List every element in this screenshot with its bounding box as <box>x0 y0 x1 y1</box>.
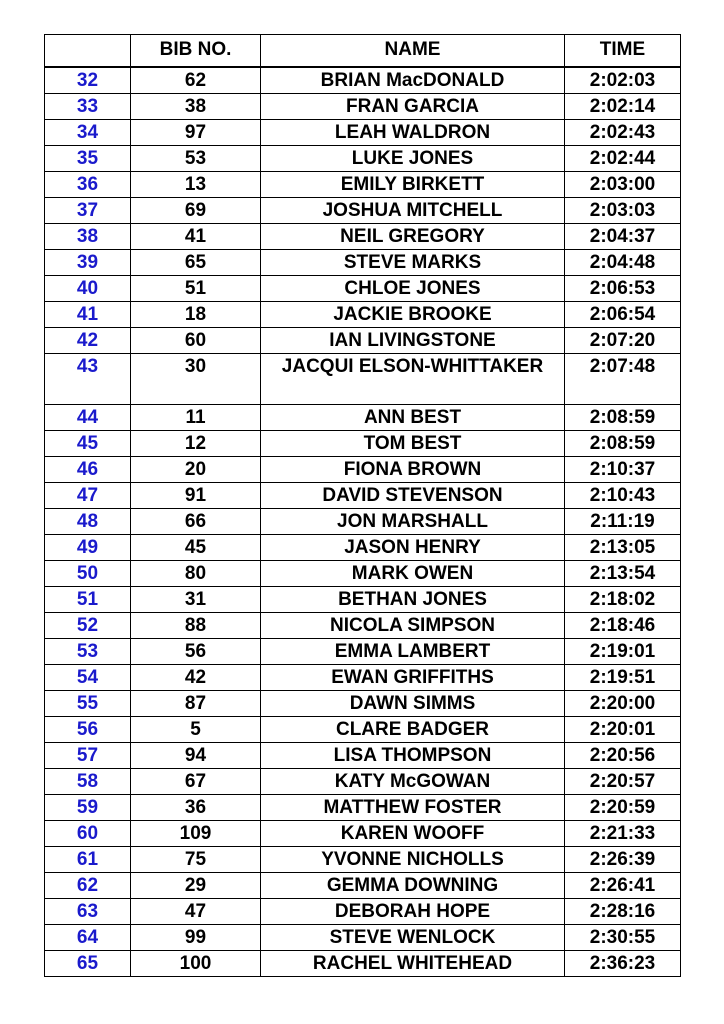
bib-cell: 42 <box>131 665 261 691</box>
table-row <box>45 224 681 250</box>
name-cell: JASON HENRY <box>261 535 565 561</box>
time-cell: 2:20:59 <box>565 795 681 821</box>
time-cell: 2:03:03 <box>565 198 681 224</box>
table-row <box>45 795 681 821</box>
name-cell: LEAH WALDRON <box>261 120 565 146</box>
position-cell: 50 <box>45 561 131 587</box>
time-cell: 2:08:59 <box>565 431 681 457</box>
position-cell: 40 <box>45 276 131 302</box>
bib-cell: 94 <box>131 743 261 769</box>
time-cell: 2:04:37 <box>565 224 681 250</box>
table-row <box>45 821 681 847</box>
table-row <box>45 457 681 483</box>
name-cell: JACKIE BROOKE <box>261 302 565 328</box>
name-cell: DAWN SIMMS <box>261 691 565 717</box>
time-cell: 2:06:54 <box>565 302 681 328</box>
table-row <box>45 431 681 457</box>
bib-cell: 88 <box>131 613 261 639</box>
name-cell: DEBORAH HOPE <box>261 899 565 925</box>
table-row <box>45 951 681 977</box>
table-row <box>45 405 681 431</box>
name-cell: BETHAN JONES <box>261 587 565 613</box>
table-body <box>45 67 681 977</box>
time-cell: 2:20:01 <box>565 717 681 743</box>
table-row <box>45 587 681 613</box>
name-cell: LISA THOMPSON <box>261 743 565 769</box>
name-cell: KAREN WOOFF <box>261 821 565 847</box>
time-cell: 2:03:00 <box>565 172 681 198</box>
name-cell: CHLOE JONES <box>261 276 565 302</box>
position-cell: 45 <box>45 431 131 457</box>
table-row <box>45 120 681 146</box>
time-cell: 2:18:46 <box>565 613 681 639</box>
name-cell: NICOLA SIMPSON <box>261 613 565 639</box>
time-cell: 2:20:00 <box>565 691 681 717</box>
bib-cell: 60 <box>131 328 261 354</box>
time-cell: 2:13:05 <box>565 535 681 561</box>
time-cell: 2:26:39 <box>565 847 681 873</box>
position-cell: 39 <box>45 250 131 276</box>
time-cell: 2:04:48 <box>565 250 681 276</box>
name-cell: IAN LIVINGSTONE <box>261 328 565 354</box>
time-cell: 2:08:59 <box>565 405 681 431</box>
bib-cell: 56 <box>131 639 261 665</box>
bib-cell: 53 <box>131 146 261 172</box>
bib-cell: 31 <box>131 587 261 613</box>
position-cell: 51 <box>45 587 131 613</box>
position-cell: 42 <box>45 328 131 354</box>
name-cell: STEVE MARKS <box>261 250 565 276</box>
position-cell: 49 <box>45 535 131 561</box>
name-cell: JOSHUA MITCHELL <box>261 198 565 224</box>
bib-cell: 20 <box>131 457 261 483</box>
bib-cell: 41 <box>131 224 261 250</box>
position-cell: 37 <box>45 198 131 224</box>
bib-cell: 51 <box>131 276 261 302</box>
table-row <box>45 146 681 172</box>
name-cell: EWAN GRIFFITHS <box>261 665 565 691</box>
table-row <box>45 354 681 405</box>
bib-header: BIB NO. <box>131 35 261 68</box>
position-cell: 36 <box>45 172 131 198</box>
bib-cell: 67 <box>131 769 261 795</box>
name-cell: LUKE JONES <box>261 146 565 172</box>
time-cell: 2:02:43 <box>565 120 681 146</box>
time-cell: 2:06:53 <box>565 276 681 302</box>
name-cell: ANN BEST <box>261 405 565 431</box>
position-cell: 64 <box>45 925 131 951</box>
bib-cell: 11 <box>131 405 261 431</box>
name-cell: BRIAN MacDONALD <box>261 67 565 94</box>
bib-cell: 47 <box>131 899 261 925</box>
bib-cell: 30 <box>131 354 261 405</box>
table-row <box>45 94 681 120</box>
position-cell: 47 <box>45 483 131 509</box>
time-cell: 2:02:44 <box>565 146 681 172</box>
position-cell: 34 <box>45 120 131 146</box>
time-cell: 2:02:14 <box>565 94 681 120</box>
table-header <box>45 35 681 68</box>
position-cell: 48 <box>45 509 131 535</box>
name-header: NAME <box>261 35 565 68</box>
bib-cell: 91 <box>131 483 261 509</box>
time-cell: 2:11:19 <box>565 509 681 535</box>
position-cell: 57 <box>45 743 131 769</box>
position-header <box>45 35 131 68</box>
position-cell: 56 <box>45 717 131 743</box>
table-row <box>45 483 681 509</box>
time-cell: 2:19:51 <box>565 665 681 691</box>
table-row <box>45 847 681 873</box>
position-cell: 52 <box>45 613 131 639</box>
table-row <box>45 691 681 717</box>
name-cell: MARK OWEN <box>261 561 565 587</box>
bib-cell: 66 <box>131 509 261 535</box>
bib-cell: 80 <box>131 561 261 587</box>
name-cell: YVONNE NICHOLLS <box>261 847 565 873</box>
name-cell: CLARE BADGER <box>261 717 565 743</box>
table-row <box>45 67 681 94</box>
name-cell: RACHEL WHITEHEAD <box>261 951 565 977</box>
table-row <box>45 613 681 639</box>
bib-cell: 38 <box>131 94 261 120</box>
table-row <box>45 873 681 899</box>
bib-cell: 5 <box>131 717 261 743</box>
table-row <box>45 769 681 795</box>
time-cell: 2:10:43 <box>565 483 681 509</box>
position-cell: 35 <box>45 146 131 172</box>
name-cell: JACQUI ELSON-WHITTAKER <box>261 354 565 405</box>
name-cell: FIONA BROWN <box>261 457 565 483</box>
bib-cell: 18 <box>131 302 261 328</box>
time-cell: 2:13:54 <box>565 561 681 587</box>
bib-cell: 109 <box>131 821 261 847</box>
position-cell: 46 <box>45 457 131 483</box>
position-cell: 53 <box>45 639 131 665</box>
time-cell: 2:07:20 <box>565 328 681 354</box>
bib-cell: 65 <box>131 250 261 276</box>
table-row <box>45 276 681 302</box>
position-cell: 62 <box>45 873 131 899</box>
table-row <box>45 535 681 561</box>
position-cell: 63 <box>45 899 131 925</box>
bib-cell: 69 <box>131 198 261 224</box>
name-cell: TOM BEST <box>261 431 565 457</box>
position-cell: 44 <box>45 405 131 431</box>
bib-cell: 13 <box>131 172 261 198</box>
bib-cell: 36 <box>131 795 261 821</box>
position-cell: 33 <box>45 94 131 120</box>
bib-cell: 45 <box>131 535 261 561</box>
position-cell: 61 <box>45 847 131 873</box>
name-cell: DAVID STEVENSON <box>261 483 565 509</box>
position-cell: 59 <box>45 795 131 821</box>
position-cell: 55 <box>45 691 131 717</box>
table-row <box>45 925 681 951</box>
table-row <box>45 250 681 276</box>
position-cell: 60 <box>45 821 131 847</box>
time-header: TIME <box>565 35 681 68</box>
position-cell: 54 <box>45 665 131 691</box>
time-cell: 2:18:02 <box>565 587 681 613</box>
table-row <box>45 561 681 587</box>
time-cell: 2:26:41 <box>565 873 681 899</box>
name-cell: JON MARSHALL <box>261 509 565 535</box>
name-cell: GEMMA DOWNING <box>261 873 565 899</box>
time-cell: 2:21:33 <box>565 821 681 847</box>
table-row <box>45 172 681 198</box>
name-cell: NEIL GREGORY <box>261 224 565 250</box>
time-cell: 2:20:56 <box>565 743 681 769</box>
time-cell: 2:10:37 <box>565 457 681 483</box>
bib-cell: 75 <box>131 847 261 873</box>
table-row <box>45 302 681 328</box>
table-row <box>45 509 681 535</box>
table-row <box>45 198 681 224</box>
header-row <box>45 35 681 68</box>
bib-cell: 87 <box>131 691 261 717</box>
time-cell: 2:02:03 <box>565 67 681 94</box>
position-cell: 43 <box>45 354 131 405</box>
position-cell: 41 <box>45 302 131 328</box>
position-cell: 58 <box>45 769 131 795</box>
name-cell: KATY McGOWAN <box>261 769 565 795</box>
name-cell: FRAN GARCIA <box>261 94 565 120</box>
table-row <box>45 743 681 769</box>
bib-cell: 12 <box>131 431 261 457</box>
table-row <box>45 639 681 665</box>
bib-cell: 62 <box>131 67 261 94</box>
time-cell: 2:19:01 <box>565 639 681 665</box>
table-row <box>45 899 681 925</box>
time-cell: 2:07:48 <box>565 354 681 405</box>
table-row <box>45 328 681 354</box>
table-row <box>45 665 681 691</box>
time-cell: 2:30:55 <box>565 925 681 951</box>
name-cell: EMMA LAMBERT <box>261 639 565 665</box>
bib-cell: 97 <box>131 120 261 146</box>
name-cell: EMILY BIRKETT <box>261 172 565 198</box>
name-cell: MATTHEW FOSTER <box>261 795 565 821</box>
bib-cell: 99 <box>131 925 261 951</box>
position-cell: 65 <box>45 951 131 977</box>
position-cell: 32 <box>45 67 131 94</box>
results-table <box>44 34 681 977</box>
name-cell: STEVE WENLOCK <box>261 925 565 951</box>
time-cell: 2:20:57 <box>565 769 681 795</box>
bib-cell: 29 <box>131 873 261 899</box>
time-cell: 2:28:16 <box>565 899 681 925</box>
position-cell: 38 <box>45 224 131 250</box>
table-row <box>45 717 681 743</box>
bib-cell: 100 <box>131 951 261 977</box>
time-cell: 2:36:23 <box>565 951 681 977</box>
